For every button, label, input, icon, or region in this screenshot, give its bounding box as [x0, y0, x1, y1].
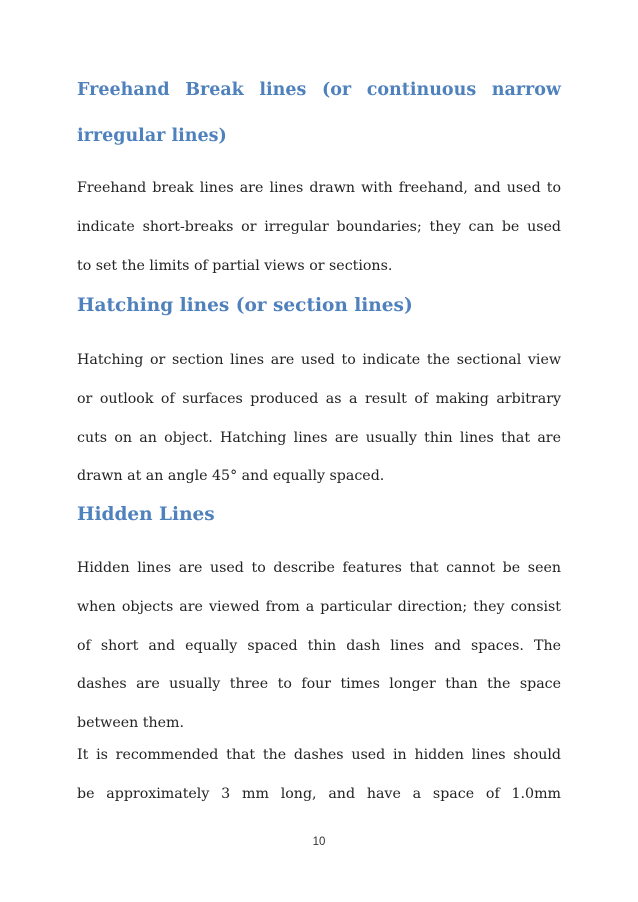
- section-heading-hidden-lines: Hidden Lines: [77, 504, 215, 525]
- paragraph-freehand: [77, 178, 561, 294]
- text-line: be approximately 3 mm long, and have a space of 1.0mm: [77, 785, 561, 802]
- page-number: 10: [312, 836, 326, 848]
- heading-line: irregular lines): [77, 126, 227, 146]
- section-heading-freehand-break-lines: [77, 72, 561, 154]
- text-line: or outlook of surfaces produced as a result of making arbitrary: [77, 390, 561, 407]
- paragraph-hidden-lines: [77, 558, 561, 752]
- paragraph-hidden-lines-recommendation: [77, 745, 561, 823]
- text-line: of short and equally spaced thin dash lines and spaces. The: [77, 637, 561, 654]
- text-line: Hidden lines are used to describe features that cannot be seen: [77, 560, 561, 576]
- text-line: It is recommended that the dashes used in hidden lines should: [77, 747, 561, 763]
- paragraph-hatching: [77, 350, 561, 505]
- text-line: drawn at an angle 45° and equally spaced.: [77, 468, 385, 485]
- text-line: indicate short-breaks or irregular boundaries; they can be used: [77, 218, 561, 235]
- heading-line: Freehand Break lines (or continuous narrow: [77, 80, 561, 100]
- text-line: cuts on an object. Hatching lines are usually thin lines that are: [77, 429, 561, 446]
- text-line: dashes are usually three to four times longer than the space: [77, 676, 561, 693]
- text-line: Hatching or section lines are used to indicate the sectional view: [77, 352, 561, 368]
- text-line: between them.: [77, 715, 184, 732]
- text-line: Freehand break lines are lines drawn with freehand, and used to: [77, 180, 561, 196]
- section-heading-hatching-lines: Hatching lines (or section lines): [77, 295, 413, 316]
- text-line: to set the limits of partial views or sections.: [77, 257, 393, 274]
- text-line: when objects are viewed from a particular direction; they consist: [77, 598, 561, 615]
